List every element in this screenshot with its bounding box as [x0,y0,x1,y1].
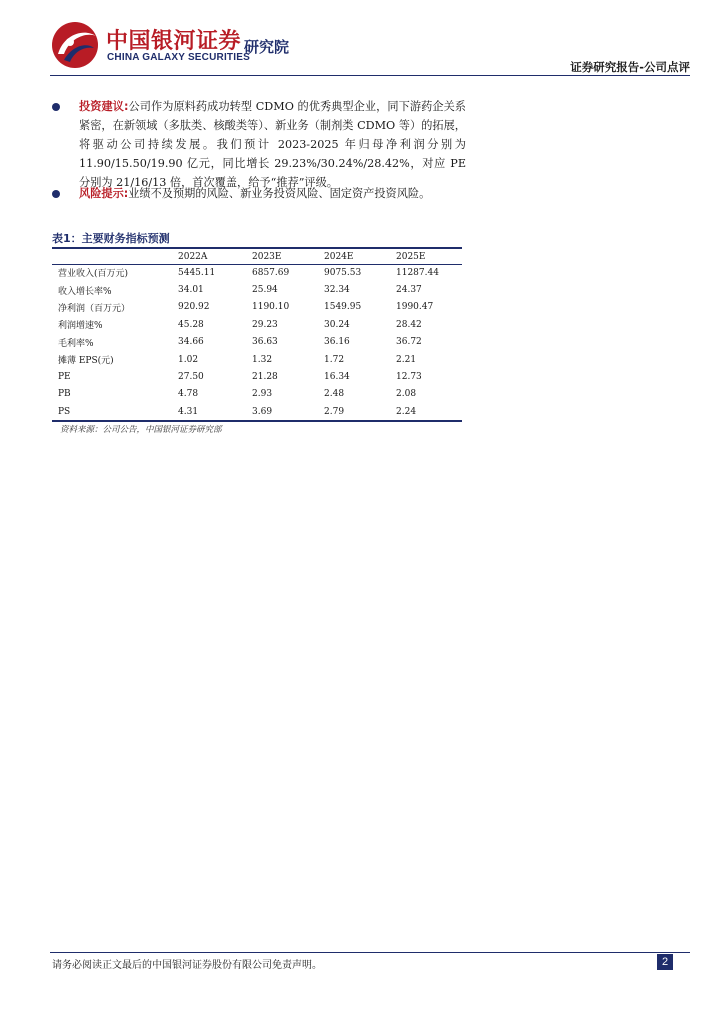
row-label: PS [58,406,71,417]
table-cell: 1990.47 [396,302,434,313]
bullet-investment-advice [52,97,466,192]
row-label: 营业收入(百万元) [58,269,129,280]
column-header: 2022A [178,251,208,262]
table-cell: 3.69 [252,406,273,417]
row-label: PB [58,389,71,400]
brand-name-cn: 中国银河证券 [106,29,242,54]
table-cell: 9075.53 [324,267,362,278]
row-label: 收入增长率% [58,286,112,297]
table-row [52,281,462,298]
column-header: 2024E [324,251,354,262]
column-header: 2025E [396,251,426,262]
table-cell: 6857.69 [252,267,290,278]
table-cell: 34.66 [178,337,204,348]
table-cell: 45.28 [178,319,204,330]
bullet-text [79,184,466,203]
bullet-body: 公司作为原料药成功转型 CDMO 的优秀典型企业，同下游药企关系紧密，在新领域（多肽类、核酸类等）、新业务（制剂类 CDMO 等）的拓展，将驱动公司持续发展。我们预计 2023-2025 年归母净利润分别为 11.90/15.50/19.90 亿元，同比增长 29.23%/30.24%/28.42%，对应 PE 分别为 21/16/13 倍，首次覆盖，给予“推荐”评级。 [79,100,466,189]
table-row [52,368,462,385]
table-cell: 4.31 [178,406,199,417]
table-cell: 920.92 [178,302,210,313]
table-header-row [52,249,462,264]
table-row [52,299,462,316]
table-cell: 2.24 [396,406,417,417]
galaxy-logo-icon [50,20,100,70]
table-cell: 2.08 [396,389,417,400]
page-number: 2 [657,954,673,970]
bullet-risk-warning [52,184,466,203]
header-divider [50,75,690,76]
table-row [52,403,462,420]
table-cell: 30.24 [324,319,350,330]
brand-name-en: CHINA GALAXY SECURITIES [107,52,250,63]
footer-divider [50,952,690,953]
row-label: 利润增速% [58,321,103,332]
table-cell: 1.02 [178,354,199,365]
table-source-note: 资料来源：公司公告，中国银河证券研究部 [60,425,222,435]
footer-disclaimer: 请务必阅读正文最后的中国银河证券股份有限公司免责声明。 [52,960,322,971]
bullet-dot-icon [52,190,60,198]
table-bottom-rule [52,420,462,422]
table-header-rule [52,264,462,265]
row-label: 摊薄 EPS(元) [58,356,114,367]
table-cell: 36.63 [252,337,278,348]
table-cell: 36.72 [396,337,422,348]
row-label: 毛利率% [58,338,94,349]
table-cell: 1.32 [252,354,273,365]
bullet-keyword: 投资建议: [79,100,129,113]
institute-label: 研究院 [244,38,290,56]
table-cell: 36.16 [324,337,350,348]
table-cell: 32.34 [324,285,350,296]
table-cell: 2.79 [324,406,345,417]
bullet-text [79,97,466,192]
table-cell: 1549.95 [324,302,362,313]
table-cell: 1190.10 [252,302,290,313]
financial-forecast-table [52,249,462,421]
table-row [52,334,462,351]
table-title: 表1：主要财务指标预测 [52,232,170,245]
table-cell: 11287.44 [396,267,439,278]
column-header: 2023E [252,251,282,262]
row-label: 净利润（百万元） [58,303,131,314]
table-cell: 2.21 [396,354,417,365]
bullet-dot-icon [52,103,60,111]
bullet-keyword: 风险提示: [79,187,129,200]
table-row [52,386,462,403]
table-row [52,264,462,281]
table-cell: 16.34 [324,372,350,383]
table-cell: 34.01 [178,285,204,296]
table-cell: 5445.11 [178,267,216,278]
table-cell: 28.42 [396,319,422,330]
table-cell: 1.72 [324,354,345,365]
table-cell: 2.93 [252,389,273,400]
table-cell: 25.94 [252,285,278,296]
table-cell: 4.78 [178,389,199,400]
table-row [52,316,462,333]
table-cell: 24.37 [396,285,422,296]
row-label: PE [58,372,71,383]
table-cell: 21.28 [252,372,278,383]
column-header [52,249,172,264]
table-cell: 2.48 [324,389,345,400]
table-row [52,351,462,368]
bullet-body: 业绩不及预期的风险、新业务投资风险、固定资产投资风险。 [128,187,431,200]
table-cell: 27.50 [178,372,204,383]
table-cell: 29.23 [252,319,278,330]
table-cell: 12.73 [396,372,422,383]
report-type: 证券研究报告-公司点评 [570,60,690,74]
